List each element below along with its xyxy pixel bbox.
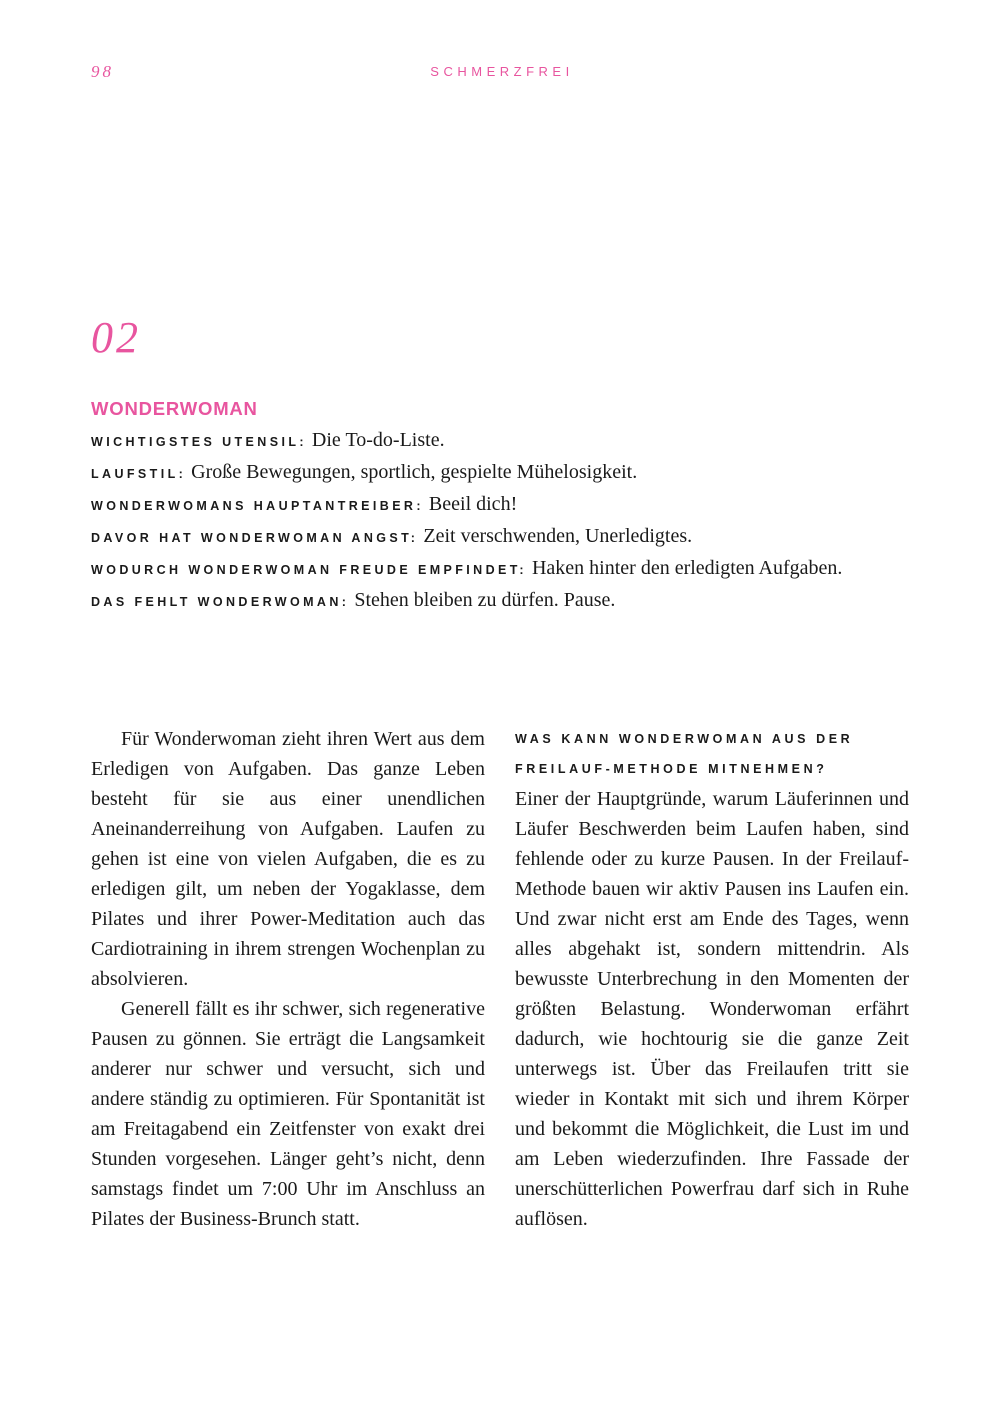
- profile-item-fehlt: [91, 585, 909, 617]
- profile-item-antreiber: [91, 489, 909, 521]
- profile-item-freude: [91, 553, 909, 585]
- profile-label: DAS FEHLT WONDERWOMAN:: [91, 595, 350, 609]
- profile-label: LAUFSTIL:: [91, 467, 187, 481]
- profile-label: WODURCH WONDERWOMAN FREUDE EMPFINDET:: [91, 563, 527, 577]
- profile-value: Zeit verschwenden, Unerledigtes.: [423, 525, 693, 547]
- chapter-number: 02: [91, 313, 141, 362]
- profile-item-laufstil: [91, 457, 909, 489]
- type-profile: [91, 395, 909, 617]
- profile-value: Stehen bleiben zu dürfen. Pause.: [354, 589, 616, 611]
- profile-value: Beeil dich!: [428, 493, 518, 515]
- profile-item-angst: [91, 521, 909, 553]
- running-head: SCHMERZFREI: [430, 64, 574, 79]
- profile-title: WONDERWOMAN: [91, 398, 258, 419]
- body-column-right: [515, 724, 909, 1234]
- page-number: 98: [91, 62, 114, 81]
- body-column-left: [91, 724, 485, 1234]
- body-paragraph: Für Wonderwoman zieht ihren Wert aus dem Erledigen von Aufgaben. Das ganze Leben besteht für sie aus einer unendlichen Aneinanderreihung von Aufgaben. Laufen zu gehen ist eine von vielen Aufgaben, die es zu erledigen gilt, um neben der Yogaklasse, dem Pilates und ihrer Power-Meditation auch das Cardiotraining in ihrem strengen Wochenplan zu absolvieren.: [91, 728, 485, 990]
- profile-item-utensil: [91, 425, 909, 457]
- profile-value: Haken hinter den erledigten Aufgaben.: [531, 557, 843, 579]
- profile-label: WICHTIGSTES UTENSIL:: [91, 435, 307, 449]
- section-heading: WAS KANN WONDERWOMAN AUS DER FREILAUF-METHODE MITNEHMEN?: [515, 732, 854, 776]
- profile-value: Große Bewegungen, sportlich, gespielte Mühelosigkeit.: [191, 461, 638, 483]
- profile-label: DAVOR HAT WONDERWOMAN ANGST:: [91, 531, 419, 545]
- body-paragraph: Generell fällt es ihr schwer, sich regenerative Pausen zu gönnen. Sie erträgt die Langsamkeit anderer nur schwer und versucht, sich und andere ständig zu optimieren. Für Spontanität ist am Freitagabend ein Zeitfenster von exakt drei Stunden vorgesehen. Länger geht’s nicht, denn samstags findet um 7:00 Uhr im Anschluss an Pilates der Business-Brunch statt.: [91, 998, 485, 1230]
- profile-value: Die To-do-Liste.: [311, 429, 445, 451]
- body-paragraph: Einer der Hauptgründe, warum Läuferinnen und Läufer Beschwerden beim Laufen haben, sind fehlende oder zu kurze Pausen. In der Freilauf-Methode bauen wir aktiv Pausen ins Laufen ein. Und zwar nicht erst am Ende des Tages, wenn alles abgehakt ist, sondern mittendrin. Als bewusste Unterbrechung in den Momenten der größten Belastung. Wonderwoman erfährt dadurch, wie hochtourig sie die ganze Zeit unterwegs ist. Über das Freilaufen tritt sie wieder in Kontakt mit sich und ihrem Körper und bekommt die Möglichkeit, die Lust im und am Leben wiederzufinden. Ihre Fassade der unerschütterlichen Powerfrau darf sich in Ruhe auflösen.: [515, 788, 909, 1230]
- profile-label: WONDERWOMANS HAUPTANTREIBER:: [91, 499, 424, 513]
